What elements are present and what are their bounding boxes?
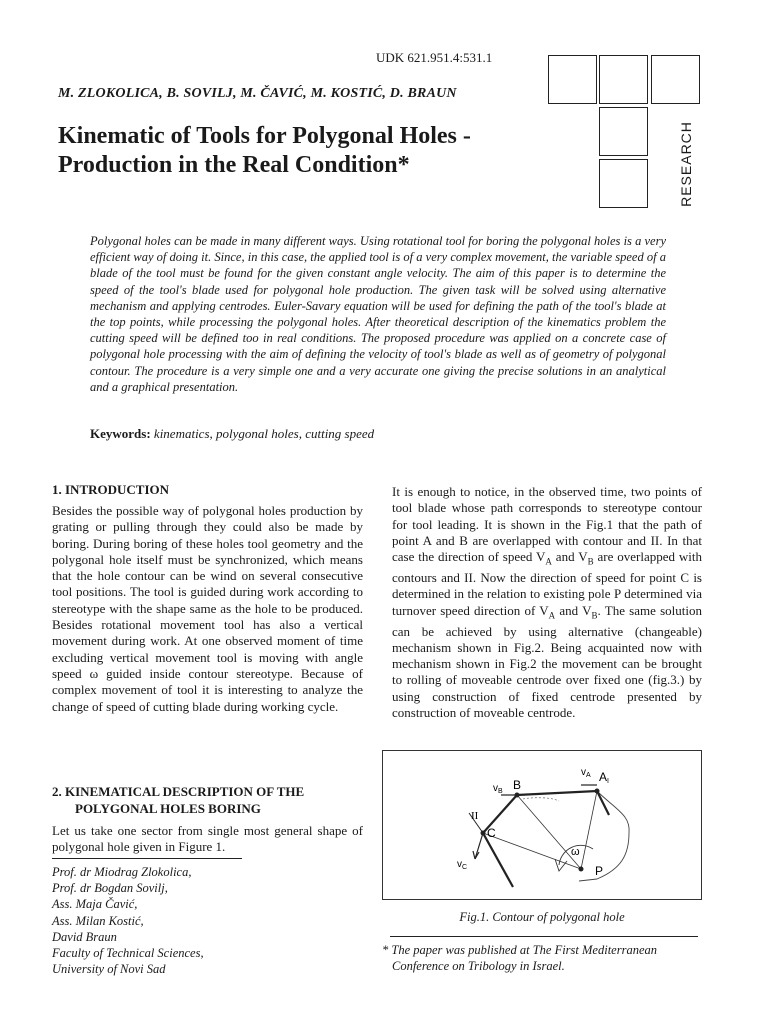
label-b: B	[513, 778, 522, 792]
udk-code: UDK 621.951.4:531.1	[376, 50, 493, 65]
label-va: $v_A$	[581, 767, 591, 779]
keywords-text: kinematics, polygonal holes, cutting speed	[153, 426, 375, 441]
research-label: RESEARCH	[678, 121, 694, 207]
figure-1	[382, 750, 702, 900]
title-line-2: Production in the Real Condition*	[58, 152, 410, 178]
logo-box-4	[599, 107, 648, 156]
affiliation-line: David Braun	[52, 929, 117, 944]
contour-diagram	[383, 751, 701, 899]
logo-box-3	[651, 55, 700, 104]
title-line-1: Kinematic of Tools for Polygonal Holes -	[58, 123, 471, 149]
footnote-line-1: * The paper was published at The First Mediterranean	[382, 943, 657, 957]
label-p: P	[595, 864, 604, 878]
right-column-text: It is enough to notice, in the observed time, two points of tool blade whose path corresponds to stereotype contour for tool leading. It is shown in the Fig.1 that the path of point A and B are overlapped with contour and II. In that case the direction of speed $V_A$ and $V_B$ are overlapped with contours and II. Now the direction of speed for point C is determined in the relation to existing pole P determined via turnover speed direction of $V_A$ and $V_B$. The same solution can be achieved by using alternative (changeable) mechanism shown in Fig.2. Being acquainted now with mechanism shown in Fig.2 the movement can be brought to rolling of moveable centrode over fixed one (fig.3.) by using construction of fixed centrode presented by construction of moveable centrode.	[392, 484, 702, 721]
point-b	[515, 793, 520, 798]
keywords-label: Keywords:	[90, 426, 151, 441]
logo-box-1	[548, 55, 597, 104]
section-2-heading	[52, 783, 363, 817]
label-a: AI	[599, 770, 609, 785]
section-1-text: Besides the possible way of polygonal holes production by grating or pulling through they could also be made by boring. During boring of these holes tool geometry and the polygonal hole itself must be synchronized, which means that the hole contour can be wind on several consecutive tool positions. The tool is guided during work according to stereotype with the shape same as the hole to be produced. Besides rotational movement tool has also a vertical movement during work. At one observed moment of time excluding vertical movement tool is moving with angle speed ω guided inside contour stereotype. Because of complex movement of tool it is interesting to analyze the change of speed of cutting blade during working cycle.	[52, 503, 363, 714]
affiliation-rule	[52, 858, 242, 859]
logo-box-5	[599, 159, 648, 208]
label-vc: $v_C$	[457, 859, 468, 871]
keywords-line	[90, 426, 374, 442]
footnote-rule	[390, 936, 698, 937]
authors: M. ZLOKOLICA, B. SOVILJ, M. ČAVIĆ, M. KOSTIĆ, D. BRAUN	[58, 86, 457, 101]
affiliations	[52, 864, 204, 977]
figure-caption: Fig.1. Contour of polygonal hole	[459, 910, 625, 924]
abstract: Polygonal holes can be made in many different ways. Using rotational tool for boring the polygonal holes is a very efficient way of doing it. Since, in this case, the applied tool is of a very complex movement, the variable speed of a blade of the tool must be found for the given constant angle velocity. The aim of this paper is to determine the speed of the tool's blade used for polygonal hole production. The given task will be solved using alternative mechanism and applying centrodes. Euler-Savary equation will be used for defining the path of the tool's blade at the top points, while processing the polygonal holes. After theoretical description of the kinematics problem the cutting speed will be defined too in real conditions. The proposed procedure was applied on a concrete case of polygonal hole processing with the aim of defining the velocity of tool's blade as well as of geometry of polygonal contour. The procedure is a very simple one and a very accurate one giving the precise solutions in an analytical and a graphical presentation.	[90, 234, 666, 394]
label-vb: $v_B$	[493, 783, 503, 795]
affiliation-line: Faculty of Technical Sciences,	[52, 946, 204, 961]
point-a	[595, 789, 600, 794]
point-p	[579, 867, 584, 872]
affiliation-line: Prof. dr Bogdan Sovilj,	[52, 881, 168, 896]
label-omega: ω	[571, 846, 580, 858]
section-2-heading-line-2: POLYGONAL HOLES BORING	[75, 801, 261, 816]
logo-box-2	[599, 55, 648, 104]
label-c: C	[487, 826, 496, 840]
section-2-heading-line-1: 2. KINEMATICAL DESCRIPTION OF THE	[52, 784, 305, 799]
affiliation-line: Ass. Milan Kostić,	[52, 913, 144, 928]
affiliation-line: Ass. Maja Čavić,	[52, 897, 138, 912]
footnote	[382, 942, 702, 974]
point-c	[481, 831, 486, 836]
affiliation-line: University of Novi Sad	[52, 962, 166, 977]
label-ii: II	[471, 810, 479, 822]
section-2-text: Let us take one sector from single most general shape of polygonal hole given in Figure 1.	[52, 823, 363, 855]
footnote-line-2: Conference on Tribology in Israel.	[392, 959, 565, 973]
affiliation-line: Prof. dr Miodrag Zlokolica,	[52, 865, 192, 879]
section-1-heading: 1. INTRODUCTION	[52, 482, 170, 497]
paper-title	[58, 122, 568, 180]
